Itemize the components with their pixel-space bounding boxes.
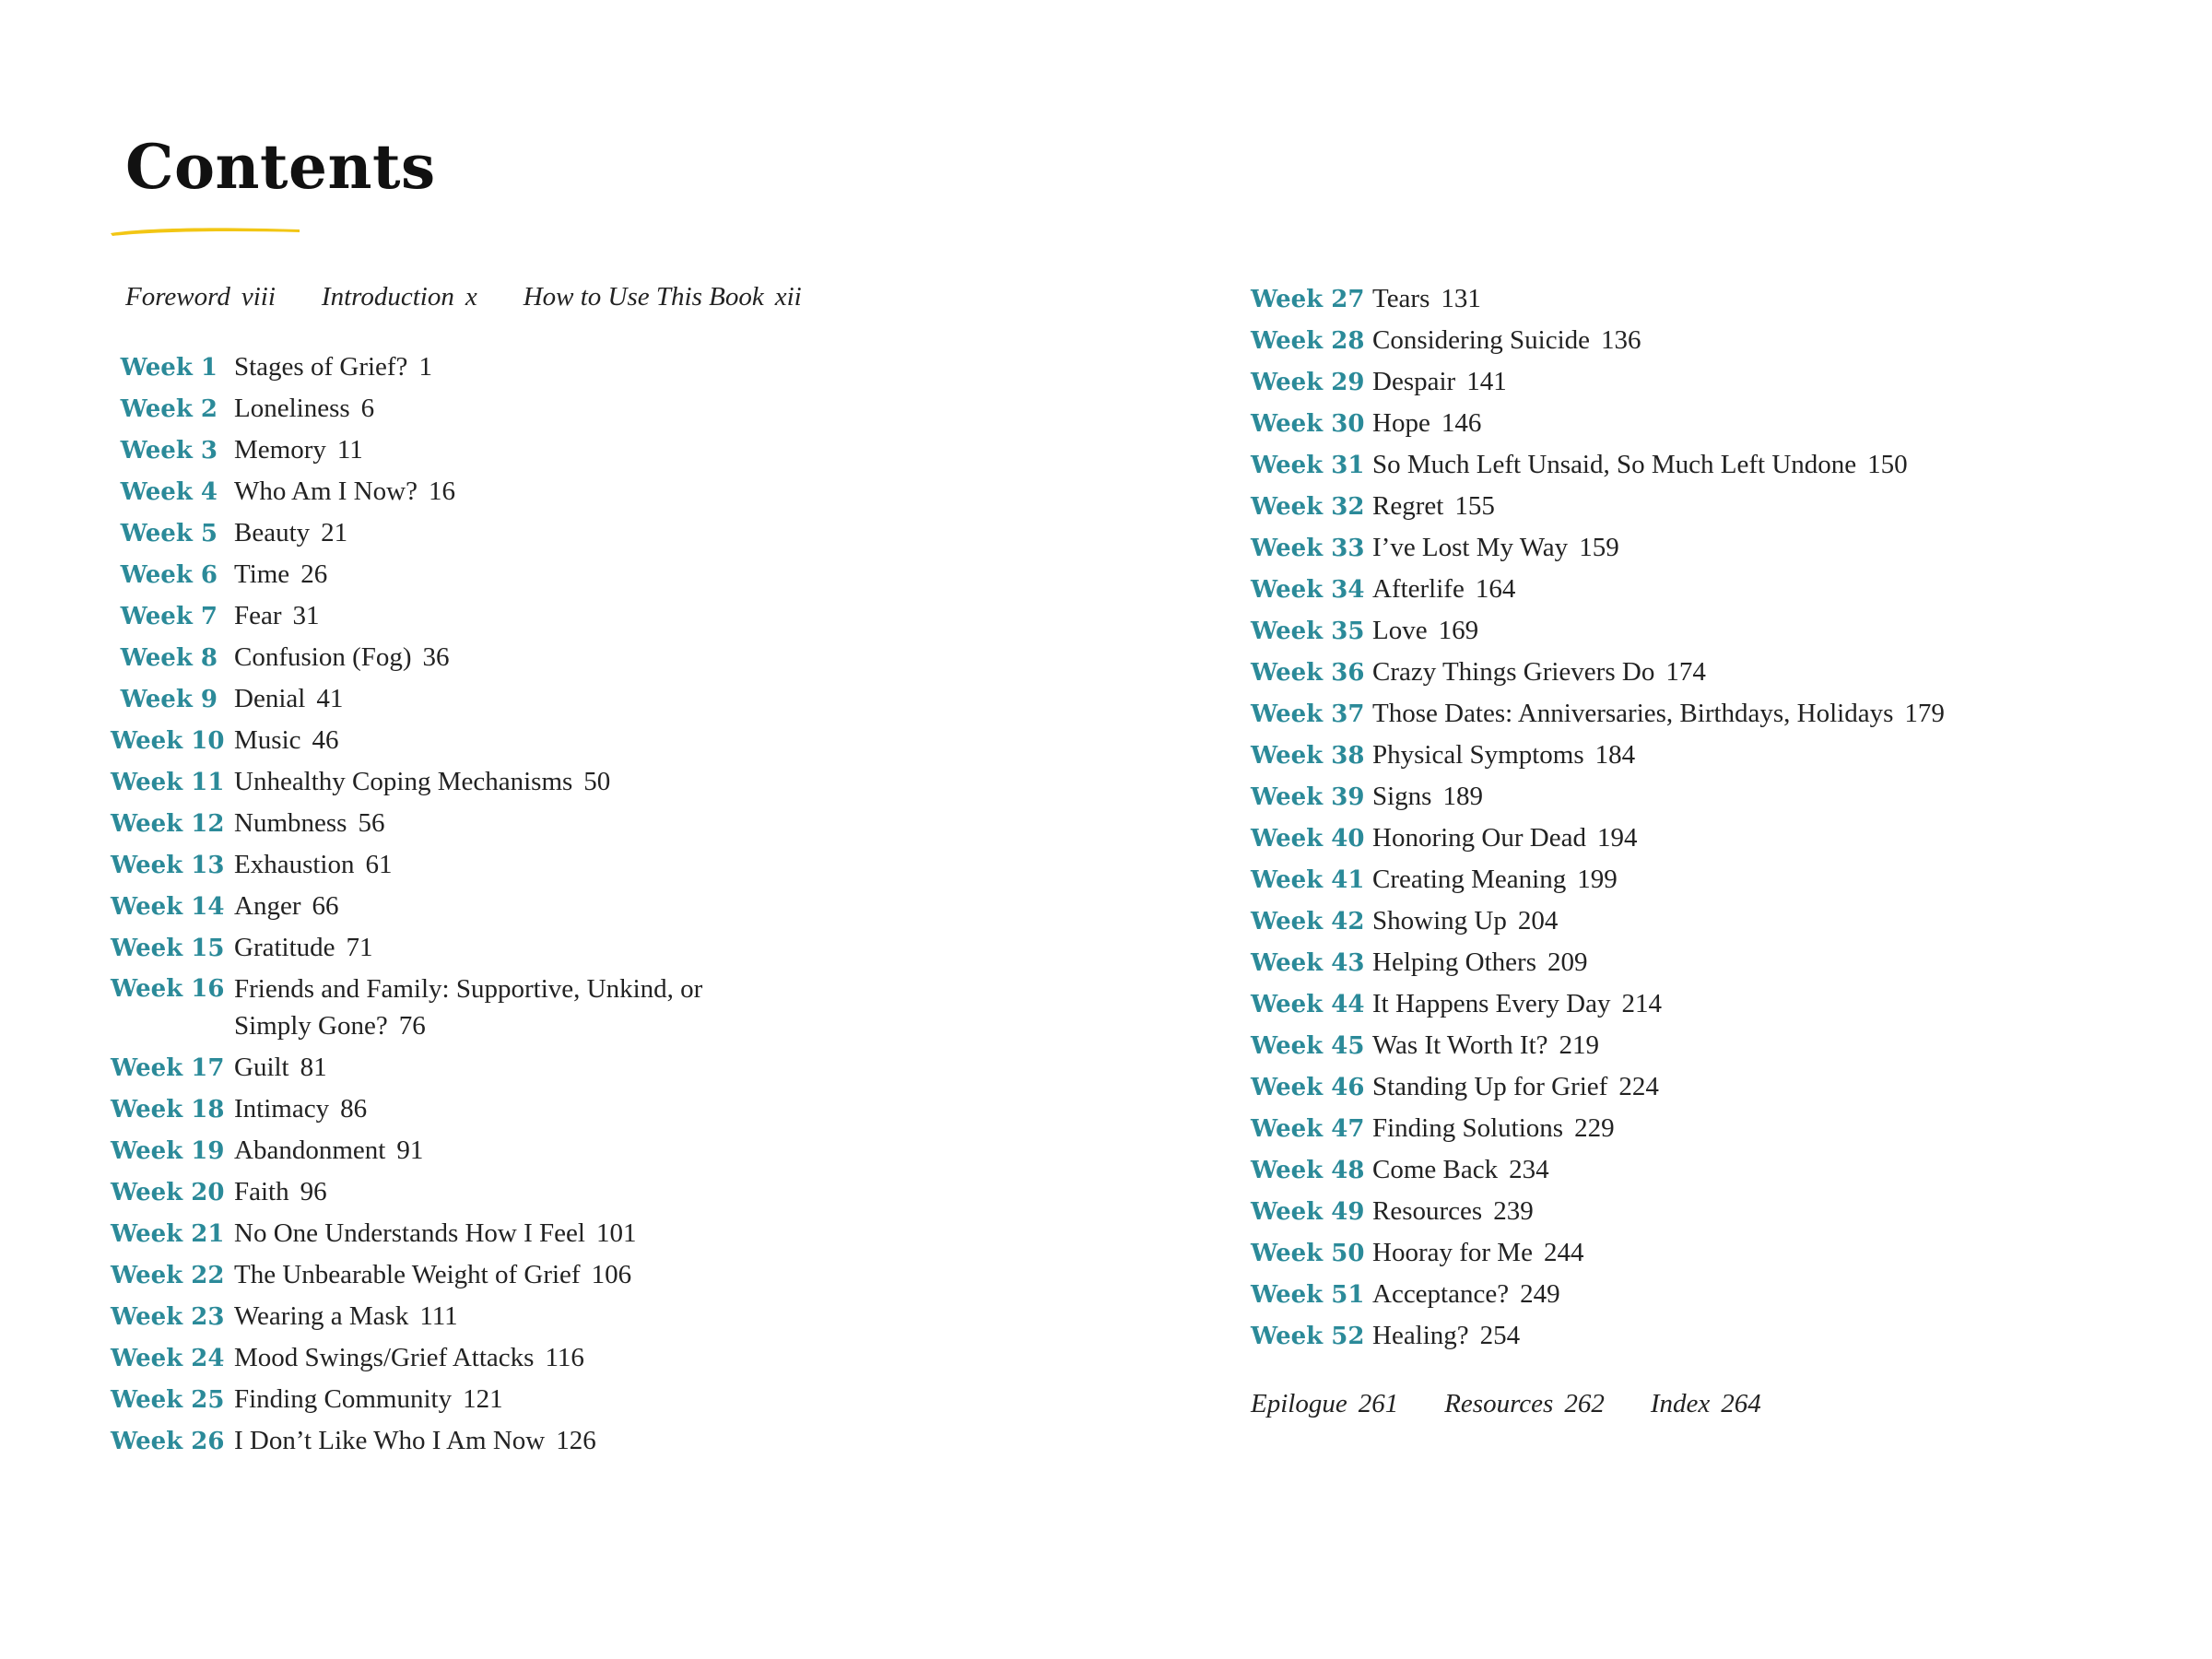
- week-entry: [234, 1047, 327, 1088]
- contents-column-right: [1251, 278, 2212, 1357]
- week-title: Anger: [234, 891, 301, 921]
- week-title: Confusion (Fog): [234, 642, 412, 672]
- week-entry: [1372, 818, 1637, 859]
- page-number: 21: [321, 518, 348, 547]
- toc-entry[interactable]: [111, 429, 1124, 471]
- week-entry: [1372, 942, 1588, 983]
- week-number: Week 41: [1251, 866, 1365, 894]
- page-number: 1: [418, 352, 432, 382]
- toc-entry[interactable]: [1251, 1274, 2212, 1315]
- week-entry: [1372, 983, 1662, 1025]
- page-number: 159: [1579, 533, 1619, 562]
- week-number: Week 50: [1251, 1240, 1365, 1267]
- week-number: Week 29: [1251, 369, 1365, 396]
- week-entry: [1372, 1232, 1583, 1274]
- page-number: 6: [360, 394, 375, 423]
- toc-entry[interactable]: [111, 1047, 1124, 1088]
- toc-entry[interactable]: [111, 1171, 1124, 1213]
- page-number: 234: [1509, 1155, 1549, 1184]
- page-number: 174: [1665, 657, 1706, 687]
- week-title: Healing?: [1372, 1321, 1469, 1350]
- week-number: Week 7: [120, 603, 218, 630]
- week-number: Week 34: [1251, 576, 1365, 604]
- page-number: 111: [419, 1301, 458, 1331]
- week-number: Week 32: [1251, 493, 1365, 521]
- week-entry: [1372, 486, 1495, 527]
- page-number: 96: [300, 1177, 327, 1206]
- page-number: 56: [358, 808, 385, 838]
- front-matter-page: viii: [241, 282, 276, 312]
- week-entry: [1372, 1066, 1659, 1108]
- week-number: Week 44: [1251, 991, 1365, 1018]
- week-number: Week 5: [120, 520, 218, 547]
- toc-entry[interactable]: [111, 637, 1124, 678]
- toc-entry[interactable]: [111, 969, 1124, 1047]
- toc-entry[interactable]: [1251, 735, 2212, 776]
- week-title: Finding Solutions: [1372, 1113, 1564, 1143]
- page-number: 46: [312, 725, 339, 755]
- page-number: 146: [1441, 408, 1482, 438]
- week-entry: [234, 1130, 423, 1171]
- page-number: 26: [300, 559, 328, 589]
- week-entry: [1372, 1108, 1615, 1149]
- week-entry: [1372, 776, 1483, 818]
- page-number: 194: [1596, 823, 1638, 853]
- week-title: Creating Meaning: [1372, 865, 1567, 894]
- week-number: Week 51: [1251, 1281, 1365, 1309]
- page-number: 141: [1466, 367, 1507, 396]
- toc-entry[interactable]: [111, 1254, 1124, 1296]
- page-number: 86: [340, 1094, 368, 1124]
- week-entry: [1372, 610, 1478, 652]
- week-number: Week 1: [120, 354, 218, 382]
- week-number: Week 31: [1251, 452, 1365, 479]
- week-entry: [1372, 1315, 1520, 1357]
- page-number: 106: [591, 1260, 632, 1289]
- week-entry: [234, 844, 393, 886]
- toc-entry[interactable]: [111, 1420, 1124, 1462]
- week-number: Week 15: [111, 935, 225, 962]
- week-number: Week 23: [111, 1303, 225, 1331]
- toc-entry[interactable]: [1251, 1149, 2212, 1191]
- week-entry: [234, 388, 374, 429]
- page-number: 204: [1517, 906, 1559, 935]
- toc-entry[interactable]: [111, 803, 1124, 844]
- front-matter: [125, 282, 802, 312]
- page-number: 126: [556, 1426, 596, 1455]
- front-matter-page: xii: [774, 282, 802, 312]
- back-matter-item[interactable]: [1444, 1389, 1605, 1419]
- toc-entry[interactable]: [1251, 610, 2212, 652]
- week-number: Week 11: [111, 769, 225, 796]
- week-number: Week 40: [1251, 825, 1365, 853]
- front-matter-label: Foreword: [125, 282, 230, 312]
- toc-entry[interactable]: [1251, 527, 2212, 569]
- week-number: Week 35: [1251, 618, 1365, 645]
- week-title: Fear: [234, 601, 282, 630]
- title-underline-brushstroke: [109, 225, 302, 238]
- week-entry: [234, 720, 339, 761]
- page-number: 116: [545, 1343, 584, 1372]
- week-title: I’ve Lost My Way: [1372, 533, 1569, 562]
- week-number: Week 17: [111, 1054, 225, 1082]
- brushstroke-shape: [111, 228, 300, 236]
- toc-entry[interactable]: [111, 1213, 1124, 1254]
- week-entry: [1372, 278, 1481, 320]
- page-number: 254: [1479, 1321, 1521, 1350]
- back-matter-item[interactable]: [1251, 1389, 1398, 1419]
- week-number: Week 45: [1251, 1032, 1365, 1060]
- week-entry: [234, 595, 320, 637]
- toc-entry[interactable]: [111, 1130, 1124, 1171]
- page-number: 244: [1543, 1238, 1584, 1267]
- toc-entry[interactable]: [111, 595, 1124, 637]
- front-matter-item[interactable]: [524, 282, 802, 312]
- week-title: Those Dates: Anniversaries, Birthdays, Holidays: [1372, 699, 1894, 728]
- week-number: Week 21: [111, 1220, 225, 1248]
- week-number: Week 36: [1251, 659, 1365, 687]
- toc-entry[interactable]: [1251, 818, 2212, 859]
- week-entry: [234, 678, 343, 720]
- week-number: Week 6: [120, 561, 218, 589]
- page-number: 189: [1442, 782, 1483, 811]
- week-title: Denial: [234, 684, 306, 713]
- week-title: Gratitude: [234, 933, 335, 962]
- week-entry: [1372, 361, 1507, 403]
- week-title: So Much Left Unsaid, So Much Left Undone: [1372, 450, 1857, 479]
- week-title: Honoring Our Dead: [1372, 823, 1586, 853]
- week-number: Week 12: [111, 810, 225, 838]
- week-title: Come Back: [1372, 1155, 1499, 1184]
- week-entry: [234, 761, 610, 803]
- toc-entry[interactable]: [111, 761, 1124, 803]
- week-entry: [234, 1213, 636, 1254]
- week-entry: [1372, 735, 1635, 776]
- page-number: 36: [422, 642, 450, 672]
- week-number: Week 14: [111, 893, 225, 921]
- week-number: Week 25: [111, 1386, 225, 1414]
- week-entry: [1372, 320, 1641, 361]
- week-entry: [1372, 1191, 1534, 1232]
- back-matter-page: 261: [1358, 1389, 1399, 1418]
- week-entry: [234, 471, 455, 512]
- week-number: Week 10: [111, 727, 225, 755]
- page-number: 184: [1594, 740, 1636, 770]
- toc-entry[interactable]: [111, 471, 1124, 512]
- week-number: Week 19: [111, 1137, 225, 1165]
- page-title: Contents: [125, 131, 436, 203]
- week-entry: [1372, 1025, 1599, 1066]
- week-number: Week 28: [1251, 327, 1365, 355]
- toc-entry[interactable]: [111, 388, 1124, 429]
- week-number: Week 2: [120, 395, 218, 423]
- toc-entry[interactable]: [1251, 776, 2212, 818]
- page-number: 61: [365, 850, 393, 879]
- week-title: Mood Swings/Grief Attacks: [234, 1343, 535, 1372]
- back-matter-label: Index: [1650, 1389, 1711, 1418]
- front-matter-label: Introduction: [321, 282, 454, 312]
- week-entry: [1372, 527, 1619, 569]
- toc-entry[interactable]: [1251, 693, 2212, 735]
- toc-entry[interactable]: [1251, 1232, 2212, 1274]
- page-number: 76: [398, 1011, 426, 1041]
- page-number: 101: [595, 1218, 637, 1248]
- week-title: Helping Others: [1372, 947, 1536, 977]
- week-entry: [234, 554, 327, 595]
- page-number: 209: [1547, 947, 1588, 977]
- week-entry: [234, 347, 432, 388]
- week-title: Regret: [1372, 491, 1444, 521]
- page-number: 31: [292, 601, 320, 630]
- week-title: Abandonment: [234, 1135, 386, 1165]
- page-number: 131: [1441, 284, 1481, 313]
- front-matter-page: x: [465, 282, 477, 312]
- week-number: Week 46: [1251, 1074, 1365, 1101]
- back-matter-page: 262: [1564, 1389, 1605, 1418]
- week-title: Guilt: [234, 1053, 289, 1082]
- week-number: Week 8: [120, 644, 218, 672]
- front-matter-item[interactable]: [125, 282, 276, 312]
- toc-entry[interactable]: [1251, 983, 2212, 1025]
- page-number: 169: [1438, 616, 1479, 645]
- week-entry: [234, 1420, 596, 1462]
- week-entry: [1372, 444, 1908, 486]
- week-entry: [1372, 569, 1515, 610]
- back-matter-item[interactable]: [1651, 1389, 1761, 1419]
- week-number: Week 48: [1251, 1157, 1365, 1184]
- week-title: Music: [234, 725, 301, 755]
- page-number: 11: [336, 435, 363, 465]
- week-number: Week 13: [111, 852, 225, 879]
- toc-entry[interactable]: [1251, 942, 2212, 983]
- week-entry: [234, 969, 750, 1044]
- toc-entry[interactable]: [111, 1296, 1124, 1337]
- week-title: Hooray for Me: [1372, 1238, 1533, 1267]
- page-number: 199: [1577, 865, 1618, 894]
- week-title: Finding Community: [234, 1384, 453, 1414]
- week-title: Memory: [234, 435, 326, 465]
- week-number: Week 38: [1251, 742, 1365, 770]
- toc-entry[interactable]: [111, 1379, 1124, 1420]
- week-entry: [234, 886, 338, 927]
- week-title: Who Am I Now?: [234, 477, 418, 506]
- week-title: Afterlife: [1372, 574, 1465, 604]
- toc-entry[interactable]: [111, 886, 1124, 927]
- week-entry: [1372, 859, 1618, 900]
- week-title: Unhealthy Coping Mechanisms: [234, 767, 573, 796]
- toc-entry[interactable]: [1251, 320, 2212, 361]
- toc-entry[interactable]: [1251, 403, 2212, 444]
- week-number: Week 18: [111, 1096, 225, 1124]
- week-entry: [234, 803, 384, 844]
- week-entry: [234, 1337, 584, 1379]
- week-number: Week 26: [111, 1428, 225, 1455]
- week-title: Numbness: [234, 808, 347, 838]
- back-matter-label: Epilogue: [1251, 1389, 1347, 1418]
- page-number: 219: [1559, 1030, 1599, 1060]
- week-entry: [234, 637, 450, 678]
- toc-entry[interactable]: [1251, 1108, 2212, 1149]
- week-title: Signs: [1372, 782, 1432, 811]
- week-title: Was It Worth It?: [1372, 1030, 1548, 1060]
- page-number: 249: [1520, 1279, 1560, 1309]
- week-title: No One Understands How I Feel: [234, 1218, 585, 1248]
- week-entry: [234, 927, 373, 969]
- week-title: Intimacy: [234, 1094, 330, 1124]
- week-number: Week 16: [111, 975, 225, 1003]
- week-number: Week 39: [1251, 783, 1365, 811]
- page-number: 81: [300, 1053, 327, 1082]
- toc-entry[interactable]: [111, 1088, 1124, 1130]
- week-title: Love: [1372, 616, 1428, 645]
- toc-entry[interactable]: [1251, 900, 2212, 942]
- week-title: Beauty: [234, 518, 311, 547]
- toc-entry[interactable]: [1251, 486, 2212, 527]
- back-matter: [1251, 1389, 1761, 1419]
- week-number: Week 37: [1251, 700, 1365, 728]
- week-title: I Don’t Like Who I Am Now: [234, 1426, 546, 1455]
- toc-entry[interactable]: [1251, 569, 2212, 610]
- week-entry: [1372, 900, 1558, 942]
- week-number: Week 52: [1251, 1323, 1365, 1350]
- page-number: 66: [312, 891, 339, 921]
- week-entry: [234, 429, 363, 471]
- week-number: Week 9: [120, 686, 218, 713]
- front-matter-item[interactable]: [322, 282, 477, 312]
- week-number: Week 49: [1251, 1198, 1365, 1226]
- toc-entry[interactable]: [111, 347, 1124, 388]
- front-matter-label: How to Use This Book: [523, 282, 764, 312]
- page-number: 224: [1618, 1072, 1659, 1101]
- toc-entry[interactable]: [1251, 859, 2212, 900]
- toc-entry[interactable]: [1251, 1025, 2212, 1066]
- week-number: Week 42: [1251, 908, 1365, 935]
- week-title: Standing Up for Grief: [1372, 1072, 1608, 1101]
- week-number: Week 24: [111, 1345, 225, 1372]
- week-entry: [1372, 1149, 1549, 1191]
- week-entry: [1372, 403, 1481, 444]
- page-number: 91: [396, 1135, 424, 1165]
- week-title: Hope: [1372, 408, 1430, 438]
- week-title: Friends and Family: Supportive, Unkind, or Simply Gone?: [234, 974, 703, 1041]
- toc-entry[interactable]: [1251, 444, 2212, 486]
- week-entry: [234, 512, 347, 554]
- toc-entry[interactable]: [1251, 278, 2212, 320]
- page-number: 239: [1493, 1196, 1534, 1226]
- week-title: It Happens Every Day: [1372, 989, 1611, 1018]
- week-title: Stages of Grief?: [234, 352, 408, 382]
- toc-entry[interactable]: [1251, 1315, 2212, 1357]
- week-title: Despair: [1372, 367, 1456, 396]
- page-number: 150: [1867, 450, 1908, 479]
- week-number: Week 43: [1251, 949, 1365, 977]
- week-number: Week 20: [111, 1179, 225, 1206]
- toc-entry[interactable]: [111, 720, 1124, 761]
- page-number: 155: [1454, 491, 1495, 521]
- week-number: Week 47: [1251, 1115, 1365, 1143]
- week-title: Physical Symptoms: [1372, 740, 1584, 770]
- page-number: 136: [1601, 325, 1641, 355]
- toc-entry[interactable]: [111, 678, 1124, 720]
- week-entry: [234, 1171, 327, 1213]
- week-number: Week 27: [1251, 286, 1365, 313]
- toc-entry[interactable]: [111, 927, 1124, 969]
- week-entry: [234, 1254, 631, 1296]
- week-title: The Unbearable Weight of Grief: [234, 1260, 581, 1289]
- page-number: 179: [1904, 699, 1945, 728]
- week-number: Week 4: [120, 478, 218, 506]
- toc-entry[interactable]: [1251, 1066, 2212, 1108]
- toc-entry[interactable]: [1251, 361, 2212, 403]
- week-entry: [1372, 693, 1945, 735]
- week-title: Crazy Things Grievers Do: [1372, 657, 1655, 687]
- week-title: Exhaustion: [234, 850, 355, 879]
- week-title: Loneliness: [234, 394, 350, 423]
- page-number: 71: [346, 933, 373, 962]
- page-number: 164: [1475, 574, 1516, 604]
- page-number: 121: [463, 1384, 503, 1414]
- page-number: 229: [1574, 1113, 1615, 1143]
- toc-entry[interactable]: [111, 844, 1124, 886]
- back-matter-label: Resources: [1444, 1389, 1554, 1418]
- week-number: Week 3: [120, 437, 218, 465]
- back-matter-page: 264: [1721, 1389, 1761, 1418]
- week-title: Time: [234, 559, 290, 589]
- week-entry: [1372, 652, 1706, 693]
- page-number: 50: [583, 767, 611, 796]
- week-title: Showing Up: [1372, 906, 1507, 935]
- week-entry: [234, 1296, 458, 1337]
- week-number: Week 30: [1251, 410, 1365, 438]
- page-number: 41: [316, 684, 344, 713]
- week-title: Resources: [1372, 1196, 1483, 1226]
- page-number: 214: [1621, 989, 1662, 1018]
- toc-entry[interactable]: [111, 1337, 1124, 1379]
- week-entry: [1372, 1274, 1560, 1315]
- week-title: Wearing a Mask: [234, 1301, 409, 1331]
- week-title: Considering Suicide: [1372, 325, 1591, 355]
- week-title: Faith: [234, 1177, 289, 1206]
- page-number: 16: [428, 477, 455, 506]
- toc-entry[interactable]: [111, 512, 1124, 554]
- week-title: Acceptance?: [1372, 1279, 1510, 1309]
- toc-entry[interactable]: [1251, 1191, 2212, 1232]
- week-number: Week 22: [111, 1262, 225, 1289]
- week-title: Tears: [1372, 284, 1430, 313]
- week-entry: [234, 1379, 503, 1420]
- toc-entry[interactable]: [111, 554, 1124, 595]
- contents-column-left: [111, 347, 1124, 1462]
- toc-entry[interactable]: [1251, 652, 2212, 693]
- week-entry: [234, 1088, 367, 1130]
- week-number: Week 33: [1251, 535, 1365, 562]
